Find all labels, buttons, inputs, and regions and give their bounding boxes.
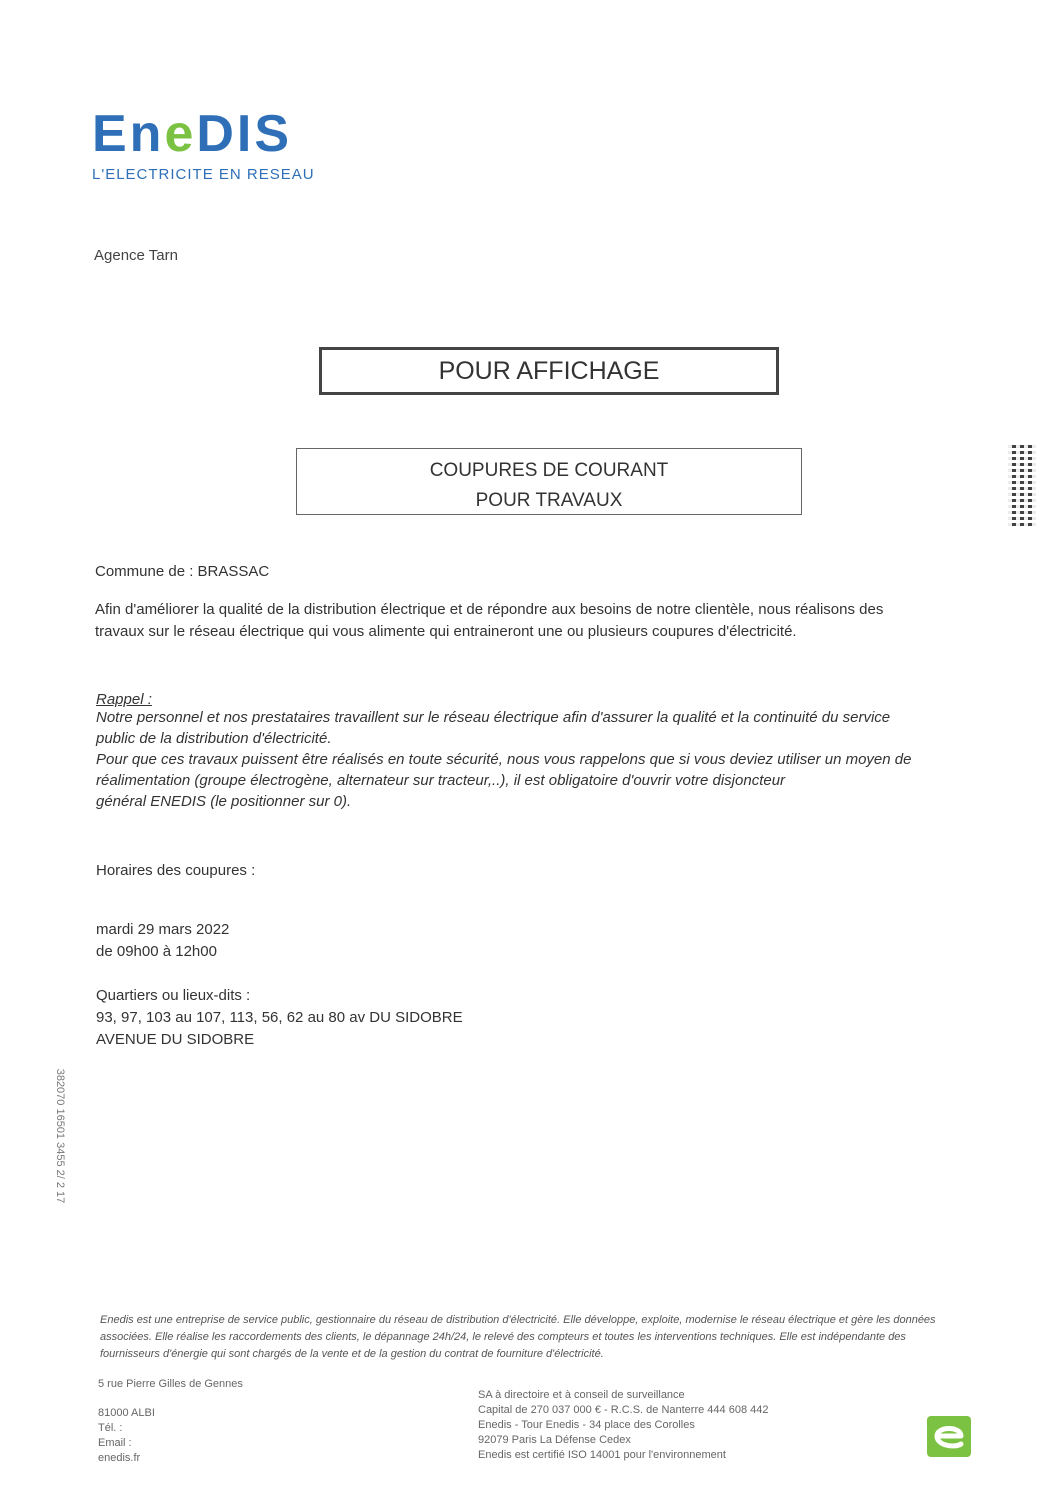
logo-text-3: DIS (196, 105, 293, 163)
quartiers-block (96, 985, 463, 1051)
side-reference-code: 382070 16501 3455 2/ 2 17 (54, 1068, 66, 1204)
address-line: Email : (98, 1437, 132, 1449)
intro-paragraph (95, 599, 985, 643)
enedis-logo (92, 105, 293, 163)
paragraph-line: général ENEDIS (le positionner sur 0). (96, 793, 352, 810)
footer-line: Enedis est une entreprise de service public, gestionnaire du réseau de distribution d'électricité. Elle développe, exploite, modernise le réseau électrique et gère les données (100, 1314, 936, 1326)
logo-text-2: e (164, 105, 197, 163)
footer-paragraph (100, 1312, 970, 1363)
paragraph-line: public de la distribution d'électricité. (96, 730, 332, 747)
paragraph-line: Pour que ces travaux puissent être réalisés en toute sécurité, nous vous rappelons que si vous deviez utiliser un moyen de (96, 751, 912, 768)
legal-line: SA à directoire et à conseil de surveillance (478, 1389, 685, 1401)
legal-line: Capital de 270 037 000 € - R.C.S. de Nanterre 444 608 442 (478, 1404, 769, 1416)
website-link[interactable]: enedis.fr (98, 1452, 141, 1464)
rappel-paragraph (96, 707, 986, 812)
time-line: de 09h00 à 12h00 (96, 943, 217, 960)
qr-code-icon (1008, 444, 1036, 526)
footer-line: fournisseurs d'énergie qui sont chargés de la vente et de la gestion du contrat de fourniture d'électricité. (100, 1348, 604, 1360)
horaires-label: Horaires des coupures : (96, 862, 256, 879)
legal-line: 92079 Paris La Défense Cedex (478, 1434, 631, 1446)
title-box (319, 347, 779, 395)
footer-address (98, 1406, 155, 1466)
paragraph-line: Afin d'améliorer la qualité de la distribution électrique et de répondre aux besoins de notre clientèle, nous réalisons des (95, 601, 884, 618)
footer-line: associées. Elle réalise les raccordements des clients, le dépannage 24h/24, le relevé des compteurs et toutes les interventions techniques. Elle est indépendante des (100, 1331, 906, 1343)
subtitle-box (296, 448, 802, 515)
address-line: 81000 ALBI (98, 1407, 155, 1419)
agency-name: Agence Tarn (94, 247, 178, 264)
quartiers-line: 93, 97, 103 au 107, 113, 56, 62 au 80 av DU SIDOBRE (96, 1009, 463, 1026)
legal-line: Enedis - Tour Enedis - 34 place des Corolles (478, 1419, 695, 1431)
footer-legal (478, 1388, 768, 1463)
date-line: mardi 29 mars 2022 (96, 921, 230, 938)
subtitle-line: COUPURES DE COURANT (429, 460, 669, 481)
logo-tagline: L'ELECTRICITE EN RESEAU (92, 166, 315, 183)
quartiers-label: Quartiers ou lieux-dits : (96, 987, 251, 1004)
enedis-mini-logo-icon (925, 1414, 973, 1459)
commune-line: Commune de : BRASSAC (95, 563, 270, 580)
paragraph-line: Notre personnel et nos prestataires travaillent sur le réseau électrique afin d'assurer la qualité et la continuité du service (96, 709, 891, 726)
paragraph-line: travaux sur le réseau électrique qui vous alimente qui entraineront une ou plusieurs coupures d'électricité. (95, 623, 797, 640)
subtitle-line: POUR TRAVAUX (475, 490, 623, 511)
rappel-heading: Rappel : (96, 691, 152, 708)
paragraph-line: réalimentation (groupe électrogène, alternateur sur tracteur,..), il est obligatoire d'ouvrir votre disjoncteur (96, 772, 786, 789)
footer-address-street: 5 rue Pierre Gilles de Gennes (98, 1378, 243, 1390)
logo-text-1: En (92, 105, 165, 163)
address-line: Tél. : (98, 1422, 123, 1434)
quartiers-line: AVENUE DU SIDOBRE (96, 1031, 255, 1048)
title-text: POUR AFFICHAGE (438, 356, 660, 385)
outage-date (96, 919, 229, 963)
legal-line: Enedis est certifié ISO 14001 pour l'environnement (478, 1449, 726, 1461)
